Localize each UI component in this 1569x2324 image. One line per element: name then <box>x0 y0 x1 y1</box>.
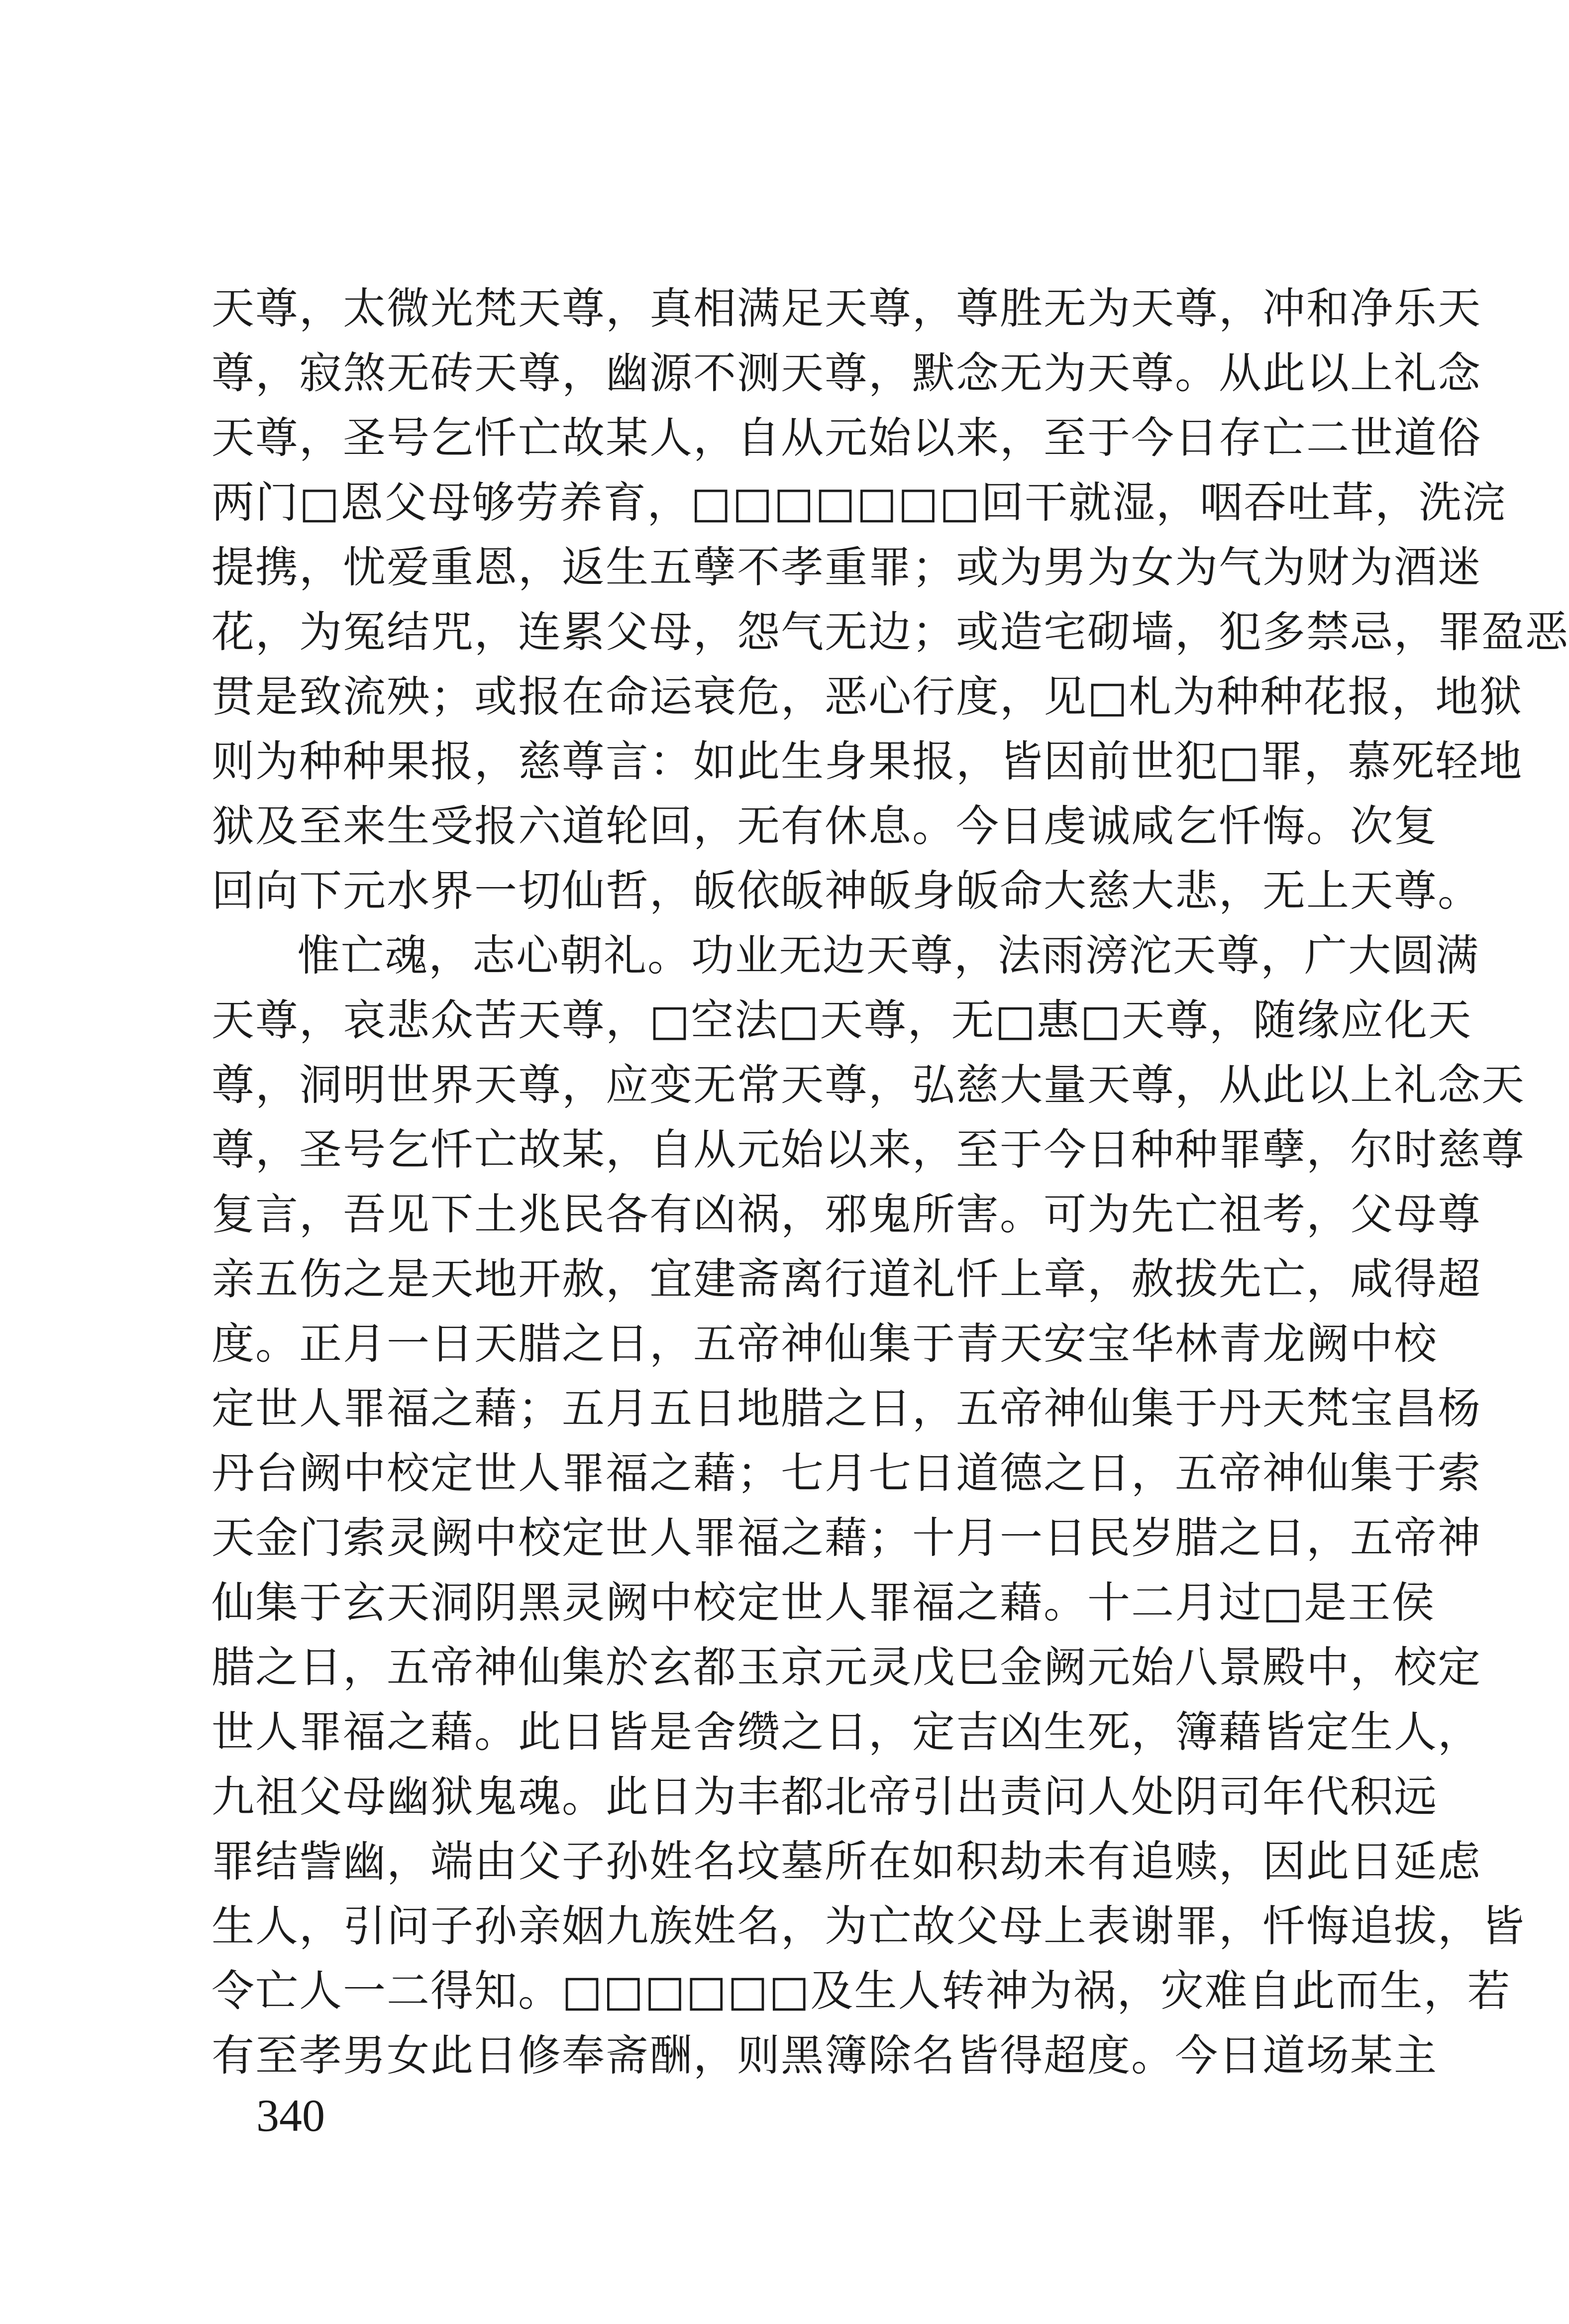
paragraph <box>211 923 1525 2088</box>
text-line: 丹台阙中校定世人罪福之藉；七月七日道德之日，五帝神仙集于索 <box>211 1448 1481 1498</box>
text-line: 天金门索灵阙中校定世人罪福之藉；十月一日民岁腊之日，五帝神 <box>211 1513 1481 1563</box>
text-line: 复言，吾见下土兆民各有凶祸，邪鬼所害。可为先亡祖考，父母尊 <box>211 1190 1481 1239</box>
text-line: 罪结訾幽，端由父子孙姓名坟墓所在如积劫未有追赎，因此日延虑 <box>211 1837 1481 1886</box>
text-line: 花，为冤结咒，连累父母，怨气无边；或造宅砌墙，犯多禁忌，罪盈恶 <box>211 607 1569 657</box>
text-line: 世人罪福之藉。此日皆是舍缵之日，定吉凶生死，簿藉皆定生人， <box>211 1707 1481 1757</box>
page-number: 340 <box>256 2090 325 2141</box>
text-line: 天尊，太微光梵天尊，真相满足天尊，尊胜无为天尊，冲和净乐天 <box>211 284 1481 333</box>
text-line: 狱及至来生受报六道轮回，无有休息。今日虔诚咸乞忏悔。次复 <box>211 801 1438 851</box>
text-line: 贯是致流殃；或报在命运衰危，恶心行度，见□札为种种花报，地狱 <box>211 672 1523 722</box>
text-line: 有至孝男女此日修奉斋酬，则黑簿除名皆得超度。今日道场某主 <box>211 2031 1438 2081</box>
text-line: 天尊，圣号乞忏亡故某人，自从元始以来，至于今日存亡二世道俗 <box>211 413 1481 463</box>
text-line: 度。正月一日天腊之日，五帝神仙集于青天安宝华林青龙阙中校 <box>211 1319 1438 1369</box>
paragraph <box>211 276 1569 923</box>
text-line: 生人，引问子孙亲姻九族姓名，为亡故父母上表谢罪，忏悔追拔，皆 <box>211 1901 1525 1951</box>
text-line: 尊，圣号乞忏亡故某，自从元始以来，至于今日种种罪孽，尔时慈尊 <box>211 1125 1525 1175</box>
body-text <box>211 276 1569 2088</box>
text-line: 定世人罪福之藉；五月五日地腊之日，五帝神仙集于丹天梵宝昌杨 <box>211 1384 1481 1434</box>
text-line: 惟亡魂，志心朝礼。功业无边天尊，法雨滂沱天尊，广大圆满 <box>297 931 1479 981</box>
text-line: 九祖父母幽狱鬼魂。此日为丰都北帝引出责问人处阴司年代积远 <box>211 1772 1438 1822</box>
text-line: 天尊，哀悲众苦天尊，□空法□天尊，无□惠□天尊，随缘应化天 <box>211 996 1472 1045</box>
text-line: 亲五伤之是天地开赦，宜建斋离行道礼忏上章，赦拔先亡，咸得超 <box>211 1254 1481 1304</box>
text-line: 两门□恩父母够劳养育，□□□□□□□回干就湿，咽吞吐茸，洗浣 <box>211 478 1507 528</box>
text-line: 腊之日，五帝神仙集於玄都玉京元灵戊巳金阙元始八景殿中，校定 <box>211 1643 1481 1692</box>
text-line: 回向下元水界一切仙哲，皈依皈神皈身皈命大慈大悲，无上天尊。 <box>211 866 1481 916</box>
text-line: 仙集于玄天洞阴黑灵阙中校定世人罪福之藉。十二月过□是王侯 <box>211 1578 1436 1628</box>
text-line: 则为种种果报，慈尊言：如此生身果报，皆因前世犯□罪，慕死轻地 <box>211 737 1523 786</box>
text-line: 尊，洞明世界天尊，应变无常天尊，弘慈大量天尊，从此以上礼念天 <box>211 1060 1525 1110</box>
text-line: 令亡人一二得知。□□□□□□及生人转神为祸，灾难自此而生，若 <box>211 1966 1511 2016</box>
text-line: 尊，寂煞无砖天尊，幽源不测天尊，默念无为天尊。从此以上礼念 <box>211 348 1481 398</box>
text-line: 提携，忧爱重恩，返生五孽不孝重罪；或为男为女为气为财为酒迷 <box>211 543 1481 592</box>
